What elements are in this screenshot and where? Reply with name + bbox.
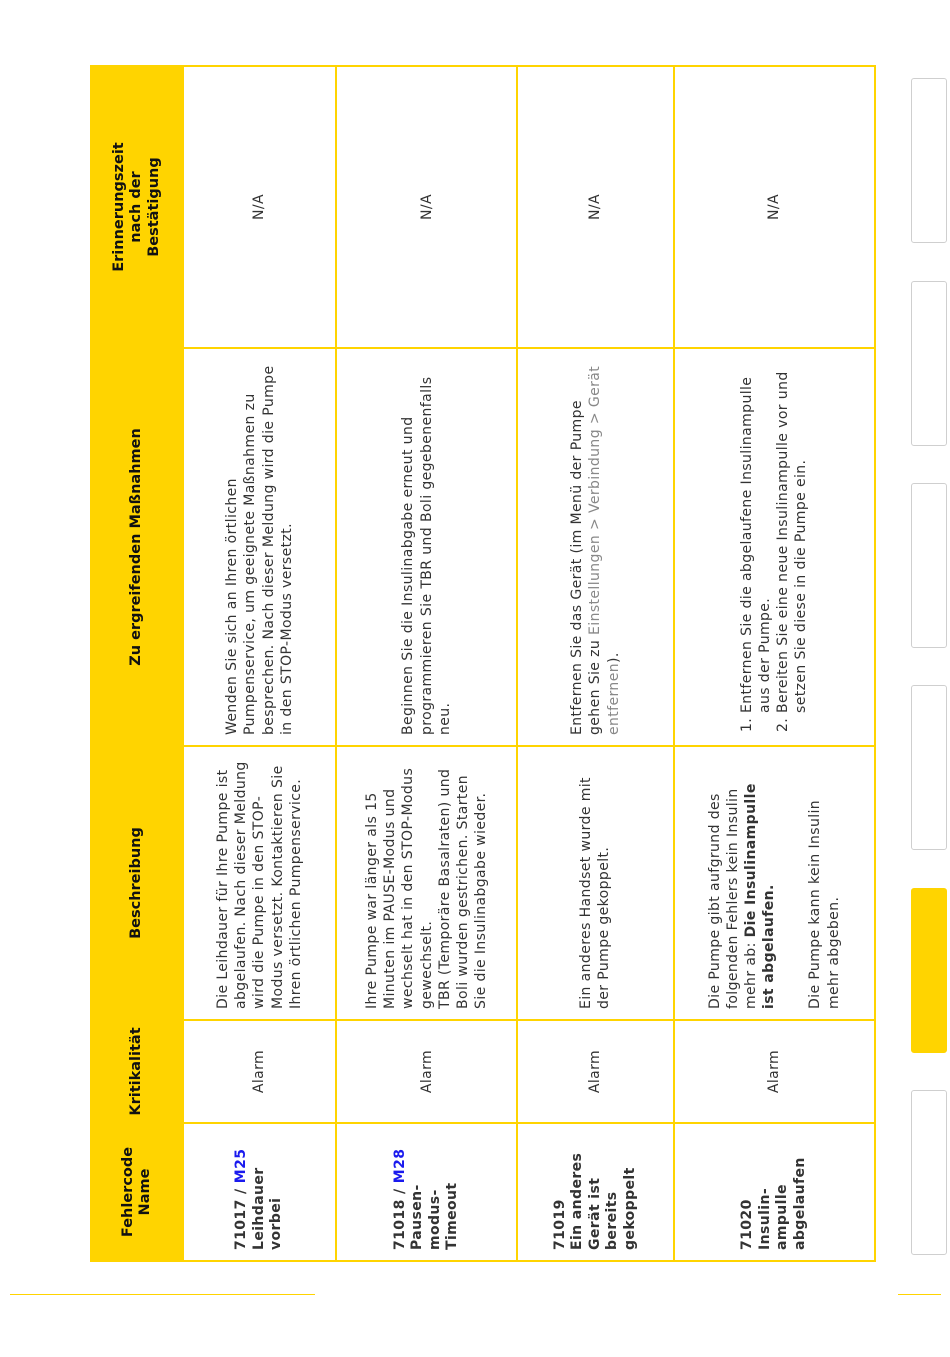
spacer (778, 757, 806, 1009)
criticality-cell: Alarm (674, 1020, 875, 1123)
action-text: Entfernen Sie das Gerät (im Menü der Pumpe gehen Sie zu (569, 400, 604, 735)
reminder-cell: N/A (183, 66, 336, 348)
header-criticality: Kritikalität (91, 1020, 183, 1123)
section-tab[interactable] (911, 1090, 947, 1255)
description-cell (674, 746, 875, 1020)
table-row (517, 66, 673, 1261)
description-text: Die Pumpe gibt aufgrund des folgenden Fehlers kein Insulin mehr ab: (706, 788, 760, 1009)
section-tab[interactable] (911, 78, 947, 243)
table-row (183, 66, 336, 1261)
error-code-number: 71018 / (391, 1183, 408, 1250)
criticality-cell: Alarm (517, 1020, 673, 1123)
error-code-cell (674, 1123, 875, 1261)
section-tab[interactable] (911, 483, 947, 648)
header-code-name: Fehlercode Name (91, 1123, 183, 1261)
error-code-number: 71017 / (233, 1183, 250, 1250)
header-actions: Zu ergreifenden Maßnahmen (91, 348, 183, 746)
action-cell: Wenden Sie sich an Ihren örtlichen Pumpenservice, um geeignete Maßnahmen zu besprechen. Nach dieser Meldung wird die Pumpe in den STOP-Modus versetzt. (183, 348, 336, 746)
error-code-cell (183, 1123, 336, 1261)
error-name: Leihdauer vorbei (250, 1167, 285, 1250)
error-code-m: M28 (391, 1148, 408, 1184)
section-tab[interactable] (911, 685, 947, 850)
action-steps-list (738, 359, 811, 735)
error-code-table (90, 65, 876, 1262)
error-code-m: M25 (233, 1148, 250, 1184)
error-code-cell (336, 1123, 517, 1261)
header-row (91, 66, 183, 1261)
reminder-cell: N/A (336, 66, 517, 348)
error-code-number: 71019 (551, 1199, 568, 1250)
footer-line-left (10, 1294, 315, 1295)
description-bold: Die Insulinampulle ist abgelaufen. (743, 783, 778, 1009)
description-cell: Die Leihdauer für Ihre Pumpe ist abgelaufen. Nach dieser Meldung wird die Pumpe in den STOP-Modus versetzt. Kontaktieren Sie Ihren örtlichen Pumpenservice. (183, 746, 336, 1020)
reminder-cell: N/A (674, 66, 875, 348)
description-cell: Ihre Pumpe war länger als 15 Minuten im PAUSE-Modus und wechselt hat in den STOP-Modus gewechselt. TBR (Temporäre Basalraten) und Boli wurden gestrichen. Starten Sie die Insulinabgabe wieder. (336, 746, 517, 1020)
error-name: Ein anderes Gerät ist bereits gekoppelt (569, 1152, 638, 1250)
error-code-cell (517, 1123, 673, 1261)
error-code-number: 71020 (739, 1199, 756, 1250)
reminder-cell: N/A (517, 66, 673, 348)
header-reminder-time: Erinnerungszeit nach der Bestätigung (91, 66, 183, 348)
table-row (674, 66, 875, 1261)
rotated-table-wrapper (90, 67, 876, 1262)
action-step: 2. Bereiten Sie eine neue Insulinampulle vor und setzen Sie diese in die Pumpe ein. (774, 359, 810, 713)
action-cell (674, 348, 875, 746)
criticality-cell: Alarm (336, 1020, 517, 1123)
table-row (336, 66, 517, 1261)
footer-line-right (898, 1294, 941, 1295)
action-step: 1. Entfernen Sie die abgelaufene Insulinampulle aus der Pumpe. (738, 359, 774, 713)
action-text-end: ). (605, 652, 622, 663)
menu-path-link: Einstellungen > Verbindung > Gerät entfernen (587, 365, 622, 735)
section-tab-active[interactable] (911, 888, 947, 1053)
section-tab[interactable] (911, 281, 947, 446)
description-text-2: Die Pumpe kann kein Insulin mehr abgeben. (807, 799, 842, 1009)
action-cell: Beginnen Sie die Insulinabgabe erneut und programmieren Sie TBR und Boli gegebenenfalls neu. (336, 348, 517, 746)
action-cell (517, 348, 673, 746)
error-name: Pausen- modus-Timeout (409, 1182, 461, 1250)
error-name: Insulin- ampulle abgelaufen (756, 1157, 808, 1250)
description-cell: Ein anderes Handset wurde mit der Pumpe gekoppelt. (517, 746, 673, 1020)
header-description: Beschreibung (91, 746, 183, 1020)
criticality-cell: Alarm (183, 1020, 336, 1123)
